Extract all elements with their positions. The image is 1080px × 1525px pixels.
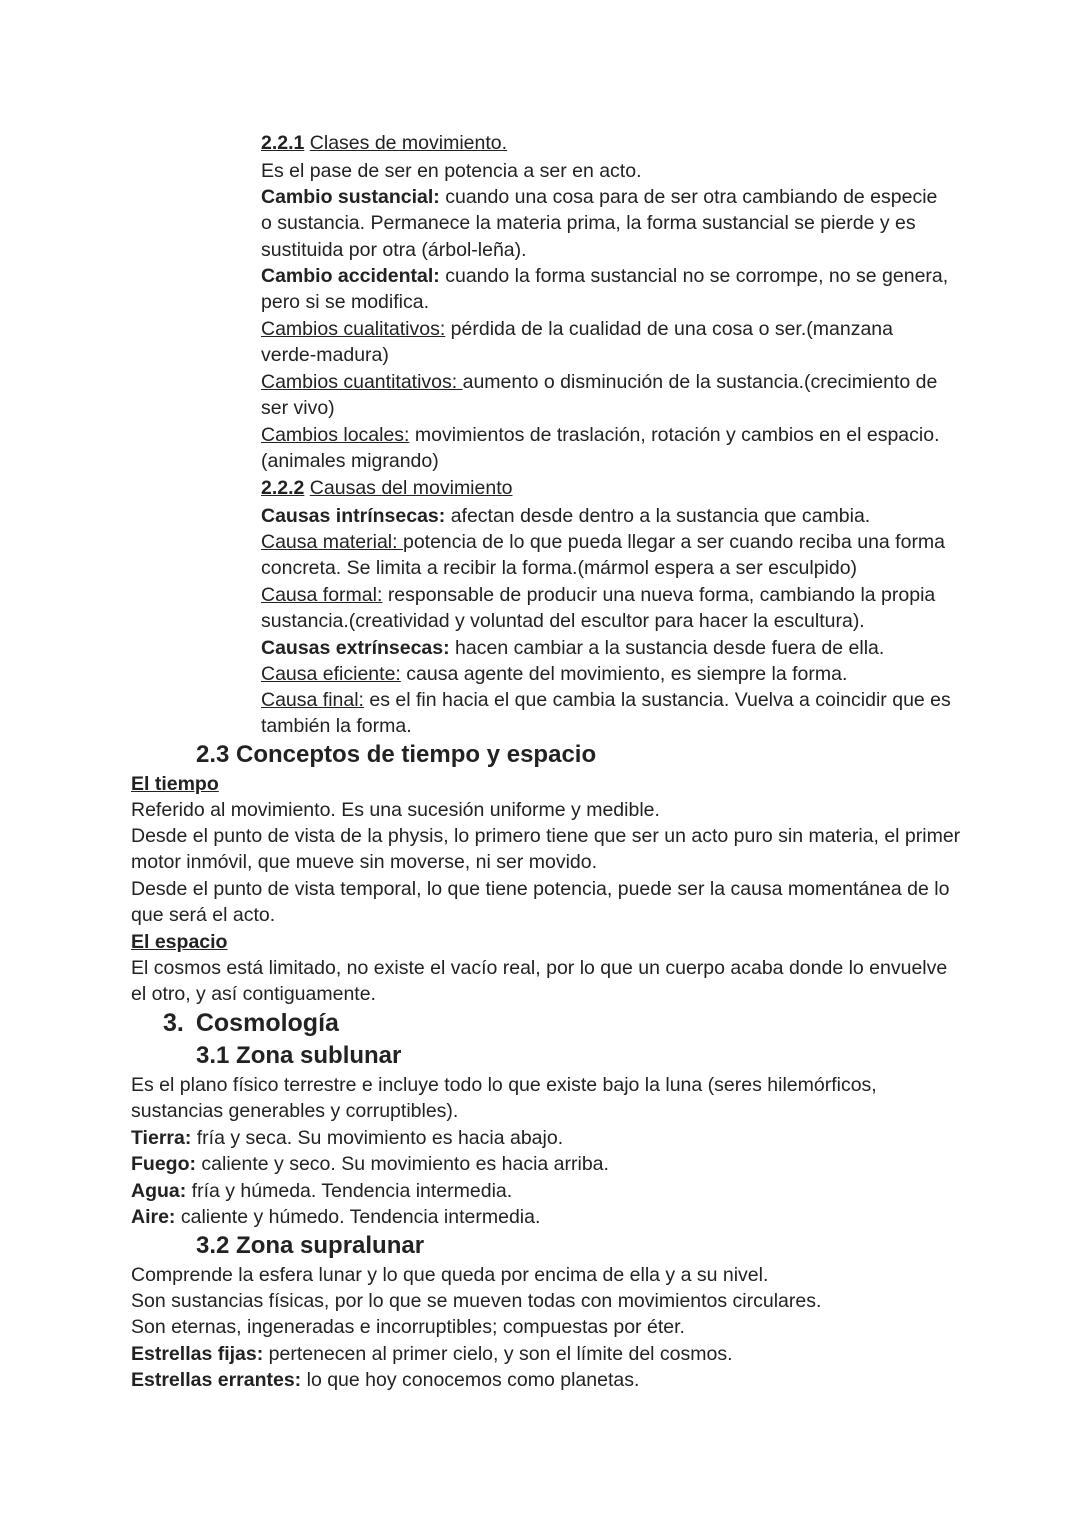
paragraph-estrellas-fijas xyxy=(131,1341,961,1367)
heading-text: El espacio xyxy=(131,931,228,953)
heading-text: El tiempo xyxy=(131,773,219,795)
term-label: Causa material: xyxy=(261,531,403,553)
term-definition: es el fin hacia el que cambia la sustancia. Vuelva a coincidir que es también la forma. xyxy=(261,689,951,738)
paragraph-tiempo-1: Referido al movimiento. Es una sucesión uniforme y medible. xyxy=(131,799,660,821)
term-definition: hacen cambiar a la sustancia desde fuera de ella. xyxy=(455,637,885,659)
term-definition: causa agente del movimiento, es siempre la forma. xyxy=(406,663,848,685)
heading-number: 2.2.2 xyxy=(261,477,305,499)
term-definition: potencia de lo que pueda llegar a ser cuando reciba una forma concreta. Se limita a recibir la forma.(mármol espera a ser esculpido) xyxy=(261,531,946,580)
paragraph-causas-intrinsecas xyxy=(261,503,951,529)
paragraph-causas-extrinsecas xyxy=(261,635,951,661)
paragraph-cambios-cualitativos xyxy=(261,316,951,369)
term-label: Causas extrínsecas: xyxy=(261,637,450,659)
section-heading-3 xyxy=(163,1008,339,1038)
paragraph-espacio-1: El cosmos está limitado, no existe el vacío real, por lo que un cuerpo acaba donde lo envuelve el otro, y así contiguamente. xyxy=(131,957,948,1006)
heading-title: Cosmología xyxy=(195,1009,339,1037)
subsection-heading-2-2-1 xyxy=(261,130,507,156)
term-label: Cambio accidental: xyxy=(261,265,440,287)
term-label: Cambios locales: xyxy=(261,424,410,446)
paragraph-causa-material xyxy=(261,529,951,582)
term-label: Causa final: xyxy=(261,689,364,711)
term-label: Cambios cuantitativos: xyxy=(261,371,463,393)
term-label: Aire: xyxy=(131,1206,176,1228)
heading-title: Causas del movimiento xyxy=(309,477,513,499)
heading-el-tiempo xyxy=(131,771,961,797)
paragraph-agua xyxy=(131,1178,961,1204)
paragraph-causa-formal xyxy=(261,582,951,635)
term-definition: cuando la forma sustancial no se corrompe, no se genera, pero si se modifica. xyxy=(261,265,949,314)
term-definition: movimientos de traslación, rotación y cambios en el espacio.(animales migrando) xyxy=(261,424,940,473)
paragraph-supralunar-3: Son eternas, ingeneradas e incorruptibles; compuestas por éter. xyxy=(131,1316,685,1338)
term-label: Causa formal: xyxy=(261,584,383,606)
heading-number: 3. xyxy=(163,1009,184,1037)
term-label: Fuego: xyxy=(131,1153,196,1175)
paragraph-cambio-sustancial xyxy=(261,184,951,263)
term-definition: afectan desde dentro a la sustancia que cambia. xyxy=(450,505,871,527)
section-heading-3-1: 3.1 Zona sublunar xyxy=(196,1042,402,1069)
term-definition: lo que hoy conocemos como planetas. xyxy=(306,1369,640,1391)
heading-el-espacio xyxy=(131,929,961,955)
term-label: Causas intrínsecas: xyxy=(261,505,446,527)
term-label: Cambios cualitativos: xyxy=(261,318,446,340)
paragraph-tierra xyxy=(131,1125,961,1151)
paragraph-tiempo-3: Desde el punto de vista temporal, lo que tiene potencia, puede ser la causa momentánea de lo que será el acto. xyxy=(131,878,950,927)
term-definition: responsable de producir una nueva forma, cambiando la propia sustancia.(creatividad y voluntad del escultor para hacer la escultura). xyxy=(261,584,936,633)
term-label: Agua: xyxy=(131,1180,187,1202)
paragraph-cambios-locales xyxy=(261,422,951,475)
paragraph-cambio-accidental xyxy=(261,263,951,316)
paragraph-cambios-cuantitativos xyxy=(261,369,951,422)
heading-number: 2.2.1 xyxy=(261,132,305,154)
paragraph-aire xyxy=(131,1204,961,1230)
term-label: Estrellas errantes: xyxy=(131,1369,302,1391)
term-definition: caliente y seco. Su movimiento es hacia arriba. xyxy=(201,1153,609,1175)
term-label: Estrellas fijas: xyxy=(131,1343,264,1365)
paragraph-fuego xyxy=(131,1151,961,1177)
term-label: Tierra: xyxy=(131,1127,192,1149)
section-heading-2-3: 2.3 Conceptos de tiempo y espacio xyxy=(196,741,597,768)
paragraph-tiempo-2: Desde el punto de vista de la physis, lo primero tiene que ser un acto puro sin materia, el primer motor inmóvil, que mueve sin moverse, ni ser movido. xyxy=(131,825,961,874)
paragraph-intro xyxy=(261,158,951,184)
paragraph-sublunar-intro: Es el plano físico terrestre e incluye todo lo que existe bajo la luna (seres hilemórficos, sustancias generables y corruptibles). xyxy=(131,1074,877,1123)
paragraph-causa-eficiente xyxy=(261,661,951,687)
heading-title: Clases de movimiento. xyxy=(309,132,508,154)
paragraph-causa-final xyxy=(261,687,951,740)
term-label: Cambio sustancial: xyxy=(261,186,440,208)
paragraph-text: Es el pase de ser en potencia a ser en acto. xyxy=(261,160,642,182)
term-label: Causa eficiente: xyxy=(261,663,401,685)
term-definition: cuando una cosa para de ser otra cambiando de especie o sustancia. Permanece la materia prima, la forma sustancial se pierde y es sustituida por otra (árbol-leña). xyxy=(261,186,938,261)
term-definition: pertenecen al primer cielo, y son el límite del cosmos. xyxy=(268,1343,733,1365)
paragraph-estrellas-errantes xyxy=(131,1367,961,1393)
term-definition: aumento o disminución de la sustancia.(crecimiento de ser vivo) xyxy=(261,371,938,420)
term-definition: fría y seca. Su movimiento es hacia abajo. xyxy=(196,1127,564,1149)
paragraph-supralunar-1: Comprende la esfera lunar y lo que queda por encima de ella y a su nivel. xyxy=(131,1264,769,1286)
term-definition: caliente y húmedo. Tendencia intermedia. xyxy=(180,1206,541,1228)
subsection-heading-2-2-2 xyxy=(261,475,512,501)
term-definition: fría y húmeda. Tendencia intermedia. xyxy=(191,1180,513,1202)
term-definition: pérdida de la cualidad de una cosa o ser.(manzana verde-madura) xyxy=(261,318,893,367)
paragraph-supralunar-2: Son sustancias físicas, por lo que se mueven todas con movimientos circulares. xyxy=(131,1290,822,1312)
section-heading-3-2: 3.2 Zona supralunar xyxy=(196,1232,425,1259)
